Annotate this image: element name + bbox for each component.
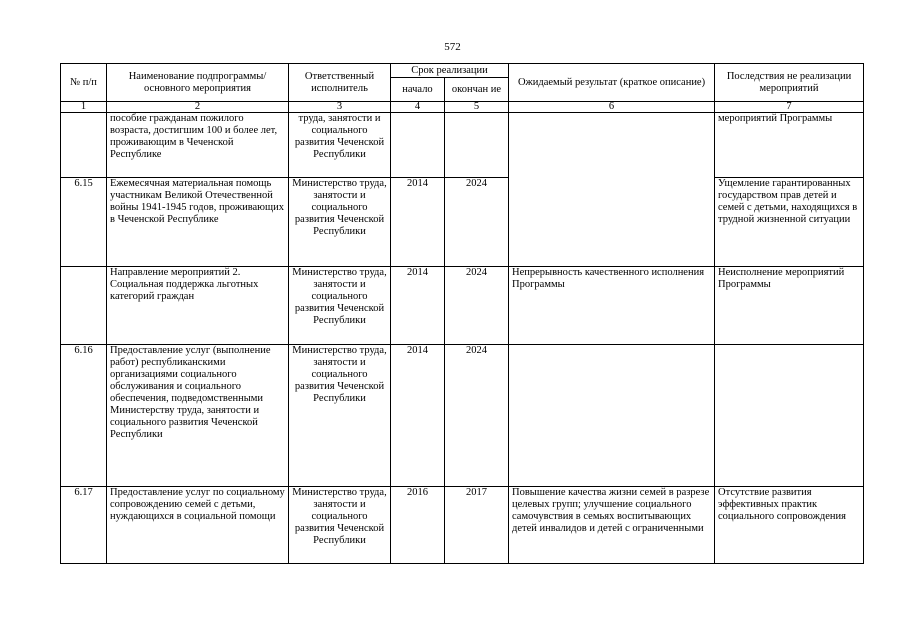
row-consequences <box>715 345 864 487</box>
column-number: 7 <box>715 102 864 113</box>
row-end <box>445 113 509 178</box>
row-executor: труда, занятости и социального развития Чеченской Республики <box>289 113 391 178</box>
header-name: Наименование подпрограммы/ основного мероприятия <box>107 64 289 102</box>
header-consequences: Последствия не реализации мероприятий <box>715 64 864 102</box>
column-number: 4 <box>391 102 445 113</box>
row-result: Повышение качества жизни семей в разрезе целевых групп; улучшение социального самочувствия в семьях воспитывающих детей инвалидов и детей с ограниченными <box>509 487 715 564</box>
row-number: 6.17 <box>61 487 107 564</box>
row-end: 2024 <box>445 267 509 345</box>
row-executor: Министерство труда, занятости и социального развития Чеченской Республики <box>289 178 391 267</box>
row-name: Предоставление услуг по социальному сопровождению семей с детьми, нуждающихся в социальной помощи <box>107 487 289 564</box>
row-result <box>509 345 715 487</box>
row-name: Предоставление услуг (выполнение работ) республиканскими организациями социального обслуживания и социального обеспечения, подведомственными Министерству труда, занятости и социального развития Чеченской Республики <box>107 345 289 487</box>
row-executor: Министерство труда, занятости и социального развития Чеченской Республики <box>289 345 391 487</box>
row-name: пособие гражданам пожилого возраста, достигшим 100 и более лет, проживающим в Чеченской Республике <box>107 113 289 178</box>
row-start: 2014 <box>391 178 445 267</box>
row-end: 2017 <box>445 487 509 564</box>
header-num: № п/п <box>61 64 107 102</box>
column-number-row <box>61 102 864 113</box>
column-number: 2 <box>107 102 289 113</box>
header-period: Срок реализации <box>391 64 509 78</box>
row-name: Направление мероприятий 2. Социальная поддержка льготных категорий граждан <box>107 267 289 345</box>
column-number: 5 <box>445 102 509 113</box>
row-number <box>61 267 107 345</box>
row-consequences: Ущемление гарантированных государством прав детей и семей с детьми, находящихся в трудной жизненной ситуации <box>715 178 864 267</box>
column-number: 1 <box>61 102 107 113</box>
row-executor: Министерство труда, занятости и социального развития Чеченской Республики <box>289 487 391 564</box>
row-consequences: Отсутствие развития эффективных практик социального сопровождения <box>715 487 864 564</box>
row-start: 2014 <box>391 267 445 345</box>
table-row <box>61 178 864 267</box>
row-consequences: Неисполнение мероприятий Программы <box>715 267 864 345</box>
table-row <box>61 113 864 178</box>
column-number: 3 <box>289 102 391 113</box>
program-table <box>60 63 864 564</box>
row-number: 6.16 <box>61 345 107 487</box>
page-number: 572 <box>444 41 461 53</box>
header-end: окончан ие <box>445 78 509 102</box>
row-end: 2024 <box>445 178 509 267</box>
header-result: Ожидаемый результат (краткое описание) <box>509 64 715 102</box>
row-end: 2024 <box>445 345 509 487</box>
header-executor: Ответственный исполнитель <box>289 64 391 102</box>
row-result <box>509 113 715 267</box>
row-start: 2016 <box>391 487 445 564</box>
row-number: 6.15 <box>61 178 107 267</box>
row-consequences: мероприятий Программы <box>715 113 864 178</box>
row-start <box>391 113 445 178</box>
row-name: Ежемесячная материальная помощь участникам Великой Отечественной войны 1941-1945 годов, проживающих в Чеченской Республике <box>107 178 289 267</box>
table-row <box>61 487 864 564</box>
row-executor: Министерство труда, занятости и социального развития Чеченской Республики <box>289 267 391 345</box>
row-start: 2014 <box>391 345 445 487</box>
row-result: Непрерывность качественного исполнения Программы <box>509 267 715 345</box>
table-row <box>61 267 864 345</box>
column-number: 6 <box>509 102 715 113</box>
table-row <box>61 345 864 487</box>
row-number <box>61 113 107 178</box>
header-start: начало <box>391 78 445 102</box>
